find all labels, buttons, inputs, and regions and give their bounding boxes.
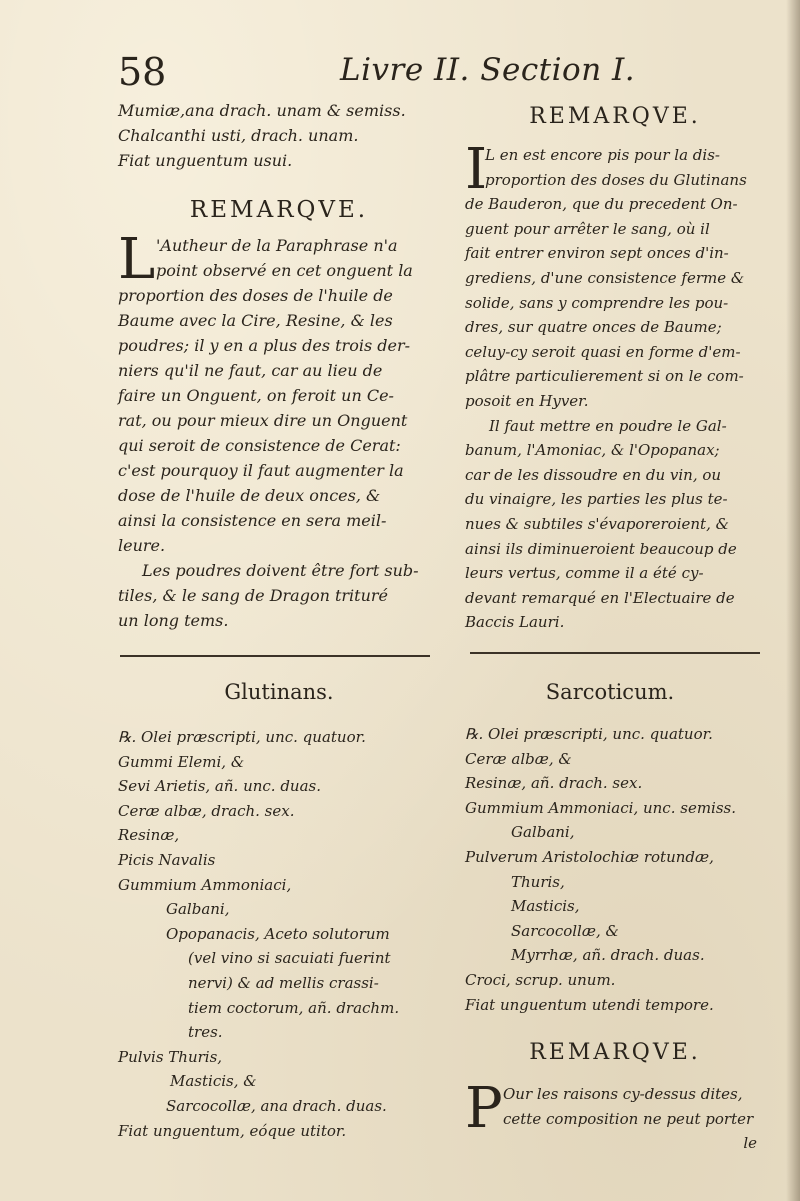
text-line: banum, l'Amoniac, & l'Opopanax; bbox=[465, 441, 720, 460]
text-line: leure. bbox=[118, 536, 166, 555]
recipe-line: Galbani, bbox=[511, 823, 575, 842]
section-divider bbox=[120, 655, 430, 657]
recipe-line: Thuris, bbox=[511, 872, 565, 891]
text-line: ainsi ils diminueroient beaucoup de bbox=[465, 539, 737, 558]
text-line: ainsi la consistence en sera meil- bbox=[118, 511, 387, 530]
text-line: dres, sur quatre onces de Baume; bbox=[465, 318, 722, 337]
recipe-line: Sarcocollæ, & bbox=[511, 921, 619, 940]
text-line: cette composition ne peut porter bbox=[503, 1109, 754, 1128]
recipe-line: Pulvis Thuris, bbox=[118, 1047, 223, 1066]
recipe-line: tres. bbox=[188, 1023, 223, 1042]
text-line: tiles, & le sang de Dragon trituré bbox=[118, 586, 389, 605]
remarque-paragraph bbox=[118, 227, 440, 558]
remarque-paragraph-2 bbox=[465, 414, 765, 635]
recipe-line: ℞. Olei præscripti, unc. quatuor. bbox=[465, 725, 713, 743]
recipe-line: Sevi Arietis, añ. unc. duas. bbox=[118, 777, 321, 796]
dropcap-letter: I bbox=[465, 137, 488, 202]
page-spine-shadow bbox=[786, 0, 800, 1201]
text-line: rat, ou pour mieux dire un Onguent bbox=[118, 411, 408, 430]
recipe-line: Fiat unguentum utendi tempore. bbox=[465, 995, 714, 1014]
recipe-line: Fiat unguentum, eóque utitor. bbox=[118, 1121, 347, 1140]
recipe-line: Gummium Ammoniaci, unc. semiss. bbox=[465, 798, 737, 817]
remarque-title: REMARQVE. bbox=[189, 197, 369, 223]
text-line: fait entrer environ sept onces d'in- bbox=[465, 244, 729, 263]
recipe-line: Gummi Elemi, & bbox=[118, 752, 245, 771]
text-line: 'Autheur de la Paraphrase n'a bbox=[156, 236, 398, 255]
recipe-line: tiem coctorum, añ. drachm. bbox=[188, 998, 400, 1017]
text-line: faire un Onguent, on feroit un Ce- bbox=[118, 386, 394, 405]
dropcap-letter: L bbox=[118, 227, 156, 292]
text-line: Il faut mettre en poudre le Gal- bbox=[489, 416, 727, 435]
right-column bbox=[465, 96, 765, 635]
text-line: leurs vertus, comme il a été cy- bbox=[465, 564, 704, 583]
text-line: Chalcanthi usti, drach. unam. bbox=[118, 126, 359, 145]
remarque-title: REMARQVE. bbox=[529, 104, 701, 129]
left-recipe bbox=[118, 725, 443, 1143]
page-header bbox=[118, 50, 738, 100]
recipe-line: Resinæ, bbox=[118, 826, 180, 845]
text-line: du vinaigre, les parties les plus te- bbox=[465, 490, 728, 509]
text-line: solide, sans y comprendre les pou- bbox=[465, 293, 729, 312]
recipe-line: Sarcocollæ, ana drach. duas. bbox=[166, 1096, 387, 1115]
text-line: Baume avec la Cire, Resine, & les bbox=[118, 311, 393, 330]
text-line: plâtre particulierement si on le com- bbox=[465, 367, 744, 386]
recipe-line: Croci, scrup. unum. bbox=[465, 970, 616, 989]
text-line: c'est pourquoy il faut augmenter la bbox=[118, 461, 404, 480]
text-line: guent pour arrêter le sang, où il bbox=[465, 219, 710, 238]
text-line: car de les dissoudre en du vin, ou bbox=[465, 465, 722, 484]
section-title-sarcoticum: Sarcoticum. bbox=[545, 680, 675, 704]
text-line: Mumiæ,ana drach. unam & semiss. bbox=[118, 101, 406, 120]
text-line: proportion des doses de l'huile de bbox=[118, 286, 393, 305]
catchword: le bbox=[743, 1134, 757, 1153]
text-line: Baccis Lauri. bbox=[465, 613, 565, 632]
page-number: 58 bbox=[118, 50, 167, 94]
recipe-line: Ceræ albæ, & bbox=[465, 749, 572, 768]
text-line: dose de l'huile de deux onces, & bbox=[118, 486, 381, 505]
recipe-line: ℞. Olei præscripti, unc. quatuor. bbox=[118, 728, 366, 746]
text-line: Our les raisons cy-dessus dites, bbox=[503, 1085, 743, 1103]
text-line: point observé en cet onguent la bbox=[156, 261, 413, 280]
recipe-line: Galbani, bbox=[166, 900, 230, 919]
text-line: posoit en Hyver. bbox=[465, 391, 589, 410]
left-intro bbox=[118, 98, 440, 173]
recipe-line: Pulverum Aristolochiæ rotundæ, bbox=[465, 847, 714, 866]
text-line: Fiat unguentum usui. bbox=[118, 151, 293, 170]
text-line: proportion des doses du Glutinans bbox=[485, 170, 747, 189]
dropcap-letter: P bbox=[465, 1076, 503, 1141]
remarque-paragraph bbox=[465, 137, 765, 414]
text-line: L en est encore pis pour la dis- bbox=[485, 146, 720, 164]
text-line: de Bauderon, que du precedent On- bbox=[465, 195, 738, 214]
section-divider bbox=[470, 652, 760, 654]
recipe-line: Masticis, & bbox=[170, 1072, 257, 1091]
remarque-title: REMARQVE. bbox=[529, 1040, 701, 1065]
text-line: celuy-cy seroit quasi en forme d'em- bbox=[465, 342, 741, 361]
recipe-line: Ceræ albæ, drach. sex. bbox=[118, 801, 295, 820]
recipe-line: nervi) & ad mellis crassi- bbox=[188, 973, 379, 992]
text-line: qui seroit de consistence de Cerat: bbox=[118, 436, 401, 455]
right-recipe bbox=[465, 722, 765, 1017]
recipe-line: (vel vino si sacuiati fuerint bbox=[188, 949, 391, 968]
text-line: nues & subtiles s'évaporeroient, & bbox=[465, 514, 729, 533]
recipe-line: Picis Navalis bbox=[118, 850, 216, 869]
recipe-line: Masticis, bbox=[511, 897, 580, 916]
left-column bbox=[118, 96, 440, 633]
text-line: un long tems. bbox=[118, 611, 229, 630]
remarque-paragraph-2 bbox=[118, 558, 440, 633]
recipe-line: Resinæ, añ. drach. sex. bbox=[465, 774, 643, 793]
text-line: poudres; il y en a plus des trois der- bbox=[118, 336, 411, 355]
recipe-line: Myrrhæ, añ. drach. duas. bbox=[511, 946, 705, 965]
recipe-line: Opopanacis, Aceto solutorum bbox=[166, 924, 390, 943]
running-head: Livre II. Section I. bbox=[340, 52, 636, 88]
text-line: Les poudres doivent être fort sub- bbox=[142, 561, 419, 580]
remarque-paragraph bbox=[465, 1076, 765, 1156]
text-line: grediens, d'une consistence ferme & bbox=[465, 268, 745, 287]
text-line: devant remarqué en l'Electuaire de bbox=[465, 588, 735, 607]
text-line: niers qu'il ne faut, car au lieu de bbox=[118, 361, 383, 380]
section-title-glutinans: Glutinans. bbox=[224, 680, 334, 704]
recipe-line: Gummium Ammoniaci, bbox=[118, 875, 292, 894]
